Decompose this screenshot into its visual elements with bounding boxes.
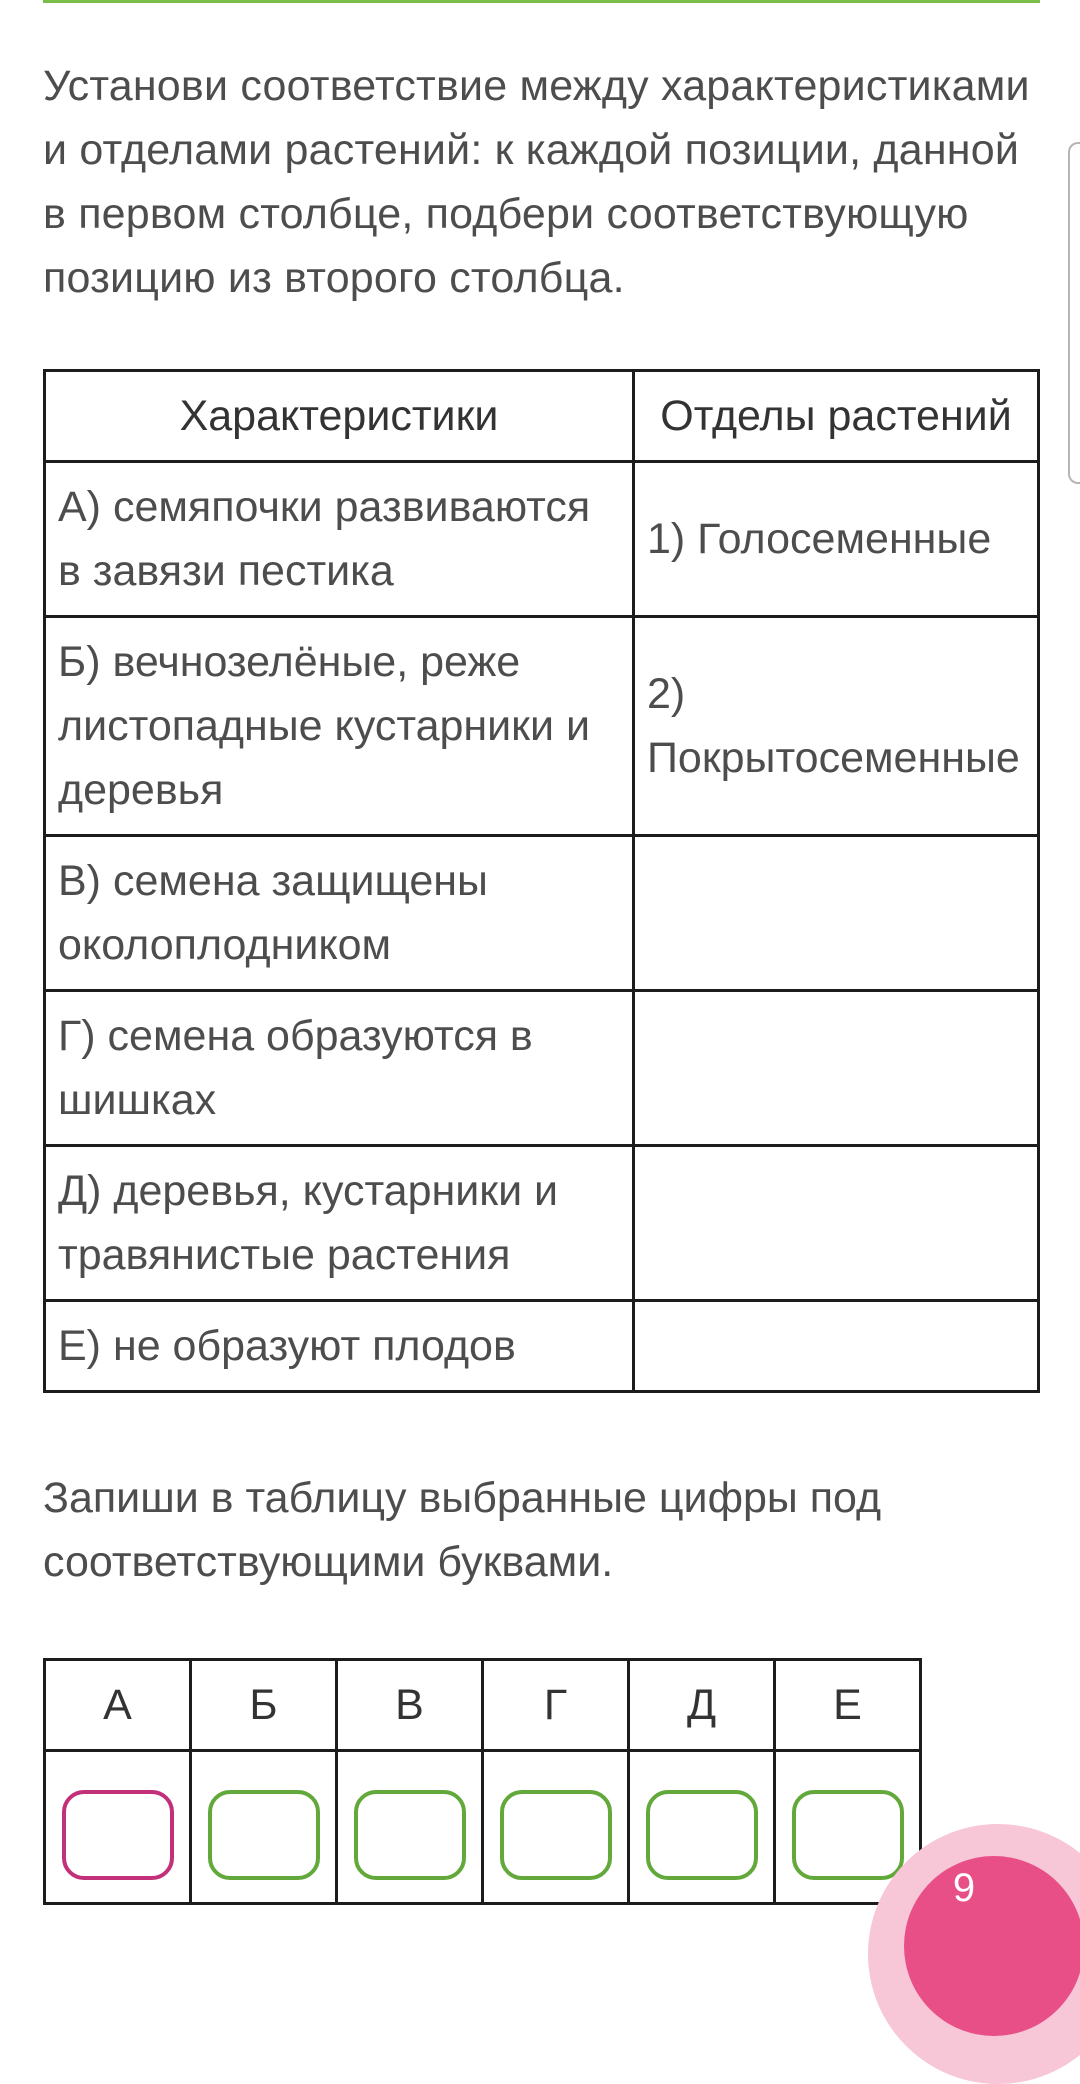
help-fab-label: 9 bbox=[952, 1866, 976, 1910]
top-divider bbox=[43, 0, 1040, 3]
answer-input-e[interactable] bbox=[792, 1790, 904, 1880]
answer-letter-b: Б bbox=[191, 1660, 337, 1751]
table-row bbox=[45, 462, 1039, 617]
answer-input-b[interactable] bbox=[208, 1790, 320, 1880]
answer-input-a[interactable] bbox=[62, 1790, 174, 1880]
table-row bbox=[45, 1146, 1039, 1301]
header-characteristics: Характеристики bbox=[45, 371, 634, 462]
answer-cell bbox=[337, 1751, 483, 1904]
characteristic-cell: А) семяпочки развиваются в завязи пестика bbox=[45, 462, 634, 617]
matching-table bbox=[43, 369, 1040, 1393]
table-row bbox=[45, 991, 1039, 1146]
help-fab-button[interactable] bbox=[904, 1856, 1080, 2036]
division-cell bbox=[634, 1146, 1039, 1301]
side-scroll-tab[interactable] bbox=[1068, 142, 1080, 484]
division-cell: 2) Покрытосеменные bbox=[634, 617, 1039, 836]
answer-letter-a: А bbox=[45, 1660, 191, 1751]
characteristic-cell: В) семена защищены околоплодником bbox=[45, 836, 634, 991]
table-row bbox=[45, 1301, 1039, 1392]
header-plant-divisions: Отделы растений bbox=[634, 371, 1039, 462]
answer-cell bbox=[629, 1751, 775, 1904]
table-row bbox=[45, 617, 1039, 836]
characteristic-cell: Е) не образуют плодов bbox=[45, 1301, 634, 1392]
answer-letter-v: В bbox=[337, 1660, 483, 1751]
table-row bbox=[45, 836, 1039, 991]
answer-table bbox=[43, 1658, 922, 1905]
answer-input-d[interactable] bbox=[646, 1790, 758, 1880]
division-cell: 1) Голосеменные bbox=[634, 462, 1039, 617]
answer-letter-g: Г bbox=[483, 1660, 629, 1751]
answer-cell bbox=[191, 1751, 337, 1904]
division-cell bbox=[634, 836, 1039, 991]
answer-input-g[interactable] bbox=[500, 1790, 612, 1880]
answer-cell bbox=[45, 1751, 191, 1904]
characteristic-cell: Г) семена образуются в шишках bbox=[45, 991, 634, 1146]
task-instruction: Установи соответствие между характеристиками и отделами растений: к каждой позиции, данной в первом столбце, подбери соответствующую позицию из второго столбца. bbox=[43, 62, 1030, 302]
division-cell bbox=[634, 1301, 1039, 1392]
answer-letter-d: Д bbox=[629, 1660, 775, 1751]
characteristic-cell: Д) деревья, кустарники и травянистые растения bbox=[45, 1146, 634, 1301]
answer-cell bbox=[483, 1751, 629, 1904]
division-cell bbox=[634, 991, 1039, 1146]
answer-letter-e: Е bbox=[775, 1660, 921, 1751]
answer-instruction: Запиши в таблицу выбранные цифры под соответствующими буквами. bbox=[43, 1474, 882, 1586]
characteristic-cell: Б) вечнозелёные, реже листопадные кустарники и деревья bbox=[45, 617, 634, 836]
answer-input-v[interactable] bbox=[354, 1790, 466, 1880]
